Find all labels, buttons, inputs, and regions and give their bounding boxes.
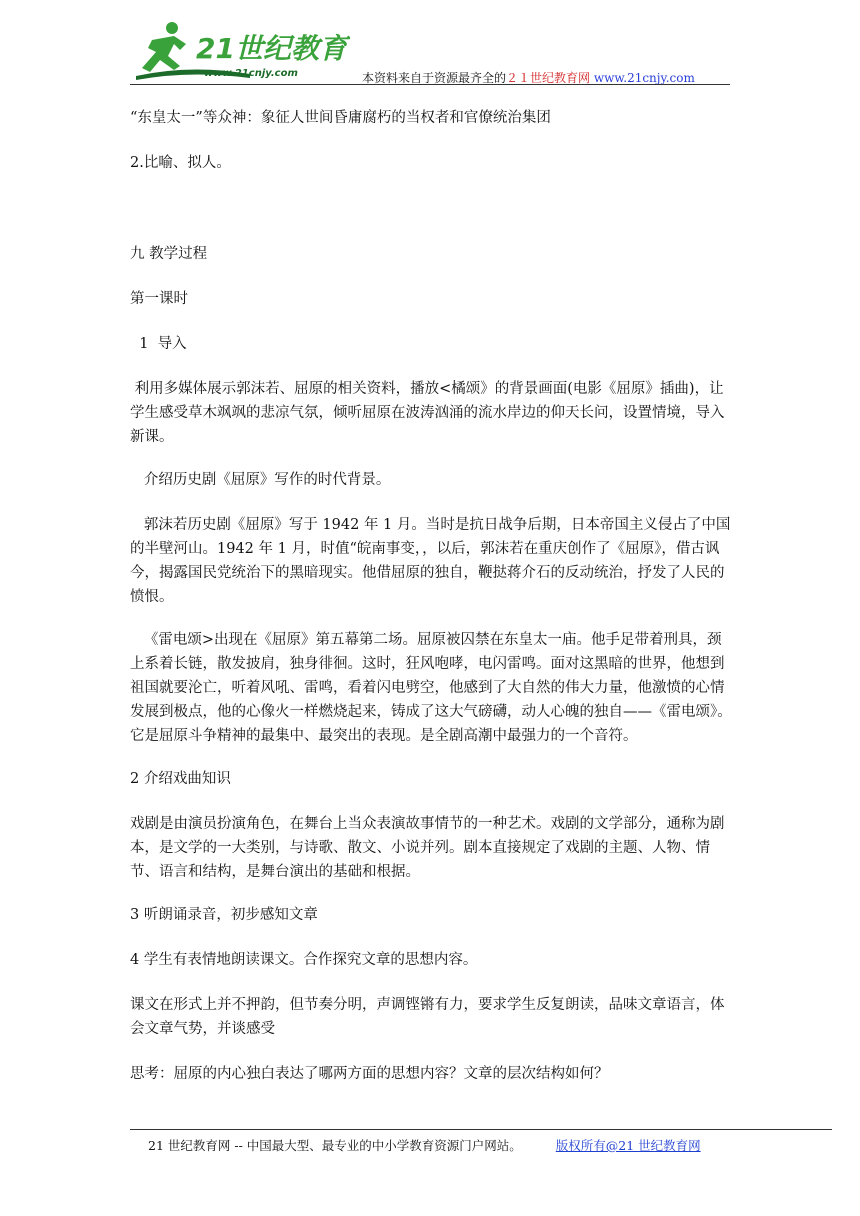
step-heading-drama: 2 介绍戏曲知识: [130, 771, 231, 787]
step-heading-read: 4 学生有表情地朗读课文。合作探究文章的思想内容。: [130, 952, 478, 968]
paragraph-question: 思考：屈原的内心独白表达了哪两方面的思想内容？文章的层次结构如何？: [130, 1066, 609, 1082]
paragraph-background-heading: 介绍历史剧《屈原》写作的时代背景。: [130, 472, 391, 488]
footer-divider: [130, 1129, 832, 1130]
page-header: [130, 14, 730, 86]
step-heading-listen: 3 听朗诵录音，初步感知文章: [130, 907, 318, 923]
header-note-prefix: 本资料来自于资源最齐全的: [362, 71, 507, 85]
paragraph-symbolism: “东皇太一”等众神：象征人世间昏庸腐朽的当权者和官僚统治集团: [130, 110, 551, 126]
paragraph-drama: 戏剧是由演员扮演角色，在舞台上当众表演故事情节的一种艺术。戏剧的文学部分，通称为剧本，是文学的一大类别，与诗歌、散文、小说并列。剧本直接规定了戏剧的主题、人物、情节、语言和结构，是舞台演出的基础和根据。: [130, 816, 725, 880]
paragraph-background: 郭沫若历史剧《屈原》写于 1942 年 1 月。当时是抗日战争后期，日本帝国主义侵占了中国的半壁河山。1942 年 1 月，时值“皖南事变，，以后，郭沫若在重庆创作了《屈原》，借古讽今，揭露国民党统治下的黑暗现实。他借屈原的独自，鞭挞蒋介石的反动统治，抒发了人民的愤恨。: [130, 517, 731, 605]
paragraph-reading: 课文在形式上并不押韵，但节奏分明，声调铿锵有力，要求学生反复朗读，品味文章语言，体会文章气势，并谈感受: [130, 997, 725, 1037]
lesson-heading: 第一课时: [130, 291, 188, 307]
logo-url: www.21cnjy.com: [204, 68, 298, 79]
paragraph-intro: 利用多媒体展示郭沫若、屈原的相关资料，播放<橘颂》的背景画面(电影《屈原》插曲)，让学生感受草木飒飒的悲凉气氛，倾听屈原在波涛汹涌的流水岸边的仰天长问，设置情境，导入新课。: [130, 381, 725, 445]
page-footer: [148, 1136, 701, 1154]
site-logo: [130, 14, 350, 84]
step-heading-intro: 1 导入: [130, 336, 187, 352]
paragraph-rhetoric: 2.比喻、拟人。: [130, 155, 231, 171]
section-heading-teaching-process: 九 教学过程: [130, 246, 208, 262]
copyright-link[interactable]: 版权所有@21 世纪教育网: [555, 1138, 701, 1153]
header-site-name[interactable]: ２１世纪教育网: [506, 71, 591, 85]
header-site-url[interactable]: www.21cnjy.com: [593, 71, 695, 85]
footer-text: 21 世纪教育网 -- 中国最大型、最专业的中小学教育资源门户网站。: [148, 1138, 522, 1153]
paragraph-thunder-ode: 《雷电颂>出现在《屈原》第五幕第二场。屈原被囚禁在东皇太一庙。他手足带着刑具，颈上系着长链，散发披肩，独身徘徊。这时，狂风咆哮，电闪雷鸣。面对这黑暗的世界，他想到祖国就要沦亡，听着风吼、雷鸣，看着闪电劈空，他感到了大自然的伟大力量，他激愤的心情发展到极点，他的心像火一样燃烧起来，铸成了这大气磅礴，动人心魄的独自——《雷电颂》。它是屈原斗争精神的最集中、最突出的表现。是全剧高潮中最强力的一个音符。: [130, 632, 732, 744]
logo-text: 21世纪教育: [196, 32, 347, 65]
header-divider: [130, 84, 730, 85]
